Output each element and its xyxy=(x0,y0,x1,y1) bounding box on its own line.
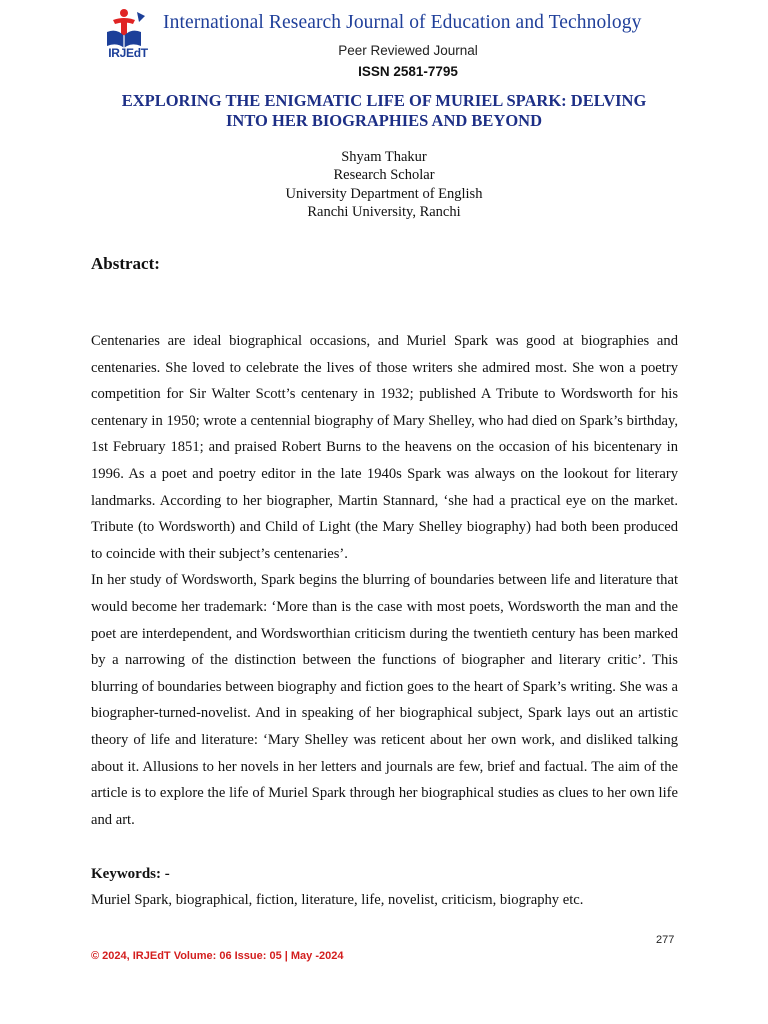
abstract-paragraph: In her study of Wordsworth, Spark begins the blurring of boundaries between life and literature that would become her trademark: ‘More than is the case with most poets, Wordsworth the man and the poet are interdependent, and Wordsworthian criticism during the twentieth century has been marked by a narrowing of the distinction between the functions of biographer and literary critic’. This blurring of boundaries between biography and fiction goes to the heart of Spark’s writing. She was a biographer-turned-novelist. And in speaking of her biographical subject, Spark lays out an artistic theory of life and literature: ‘Mary Shelley was reticent about her own work, and disliked talking about it. Allusions to her novels in her letters and journals are few, brief and factual. The aim of the article is to explore the life of Muriel Spark through her biographical studies as clues to her own life and art. xyxy=(91,572,678,828)
journal-header xyxy=(0,0,768,84)
keywords-heading: Keywords: - xyxy=(91,866,170,882)
logo-text: IRJEdT xyxy=(108,46,148,60)
abstract-heading: Abstract: xyxy=(91,254,160,273)
author-department: University Department of English xyxy=(285,185,483,202)
journal-title: International Research Journal of Education and Technology xyxy=(163,12,642,33)
author-role: Research Scholar xyxy=(333,167,435,184)
author-block xyxy=(0,148,768,221)
author-name: Shyam Thakur xyxy=(341,149,427,165)
abstract-body xyxy=(91,328,678,833)
paper-title xyxy=(60,91,708,131)
issn-label: ISSN 2581-7795 xyxy=(358,64,458,79)
footer-copyright: © 2024, IRJEdT Volume: 06 Issue: 05 | May -2024 xyxy=(91,950,344,962)
abstract-paragraph: Centenaries are ideal biographical occasions, and Muriel Spark was good at biographies and centenaries. She loved to celebrate the lives of those writers she admired most. She won a poetry competition for Sir Walter Scott’s centenary in 1932; published A Tribute to Wordsworth for his centenary in 1950; wrote a centennial biography of Mary Shelley, who had died on Spark’s birthday, 1st February 1851; and praised Robert Burns to the heavens on the occasion of his bicentenary in 1996. As a poet and poetry editor in the late 1940s Spark was always on the lookout for literary landmarks. According to her biographer, Martin Stannard, ‘she had a practical eye on the market. Tribute (to Wordsworth) and Child of Light (the Mary Shelley biography) had both been produced to coincide with their subject’s centenaries’. xyxy=(91,333,678,562)
paper-title-line-1: EXPLORING THE ENIGMATIC LIFE OF MURIEL SPARK: DELVING xyxy=(121,91,647,110)
paper-title-line-2: INTO HER BIOGRAPHIES AND BEYOND xyxy=(225,111,542,130)
keywords-text: Muriel Spark, biographical, fiction, literature, life, novelist, criticism, biography etc. xyxy=(91,892,584,908)
author-institution: Ranchi University, Ranchi xyxy=(307,203,461,220)
peer-reviewed-label: Peer Reviewed Journal xyxy=(338,43,478,58)
page-number: 277 xyxy=(656,934,675,946)
